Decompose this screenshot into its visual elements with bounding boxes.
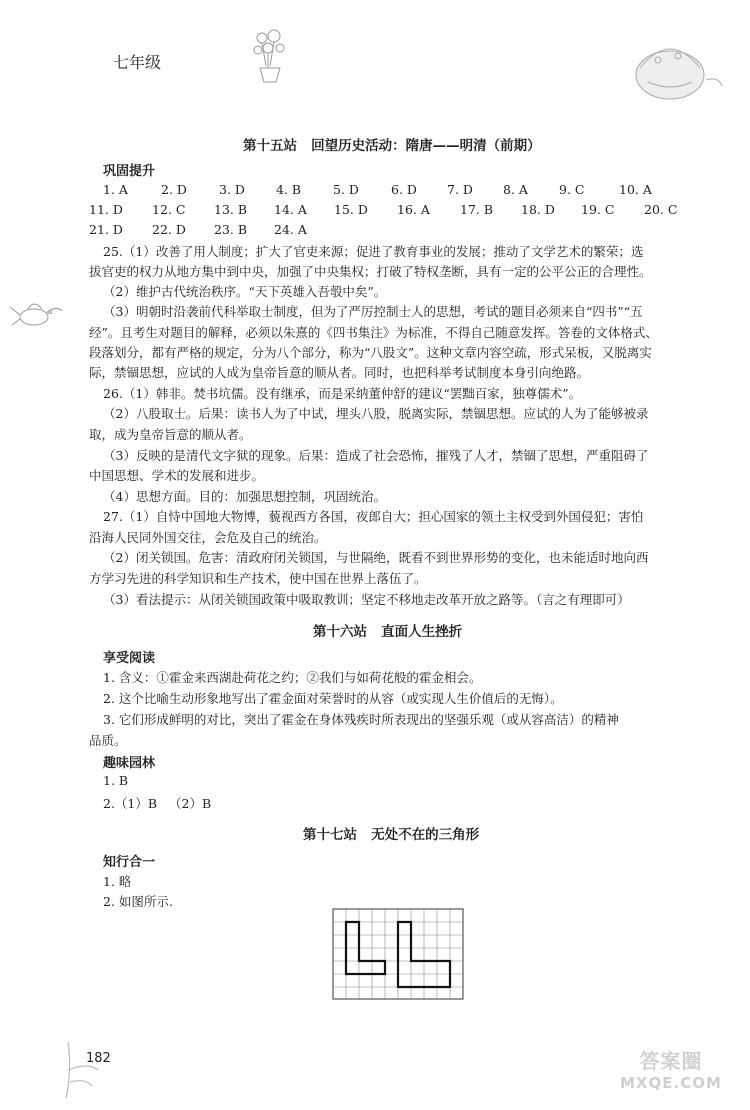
- answer-item: 15. D: [334, 202, 368, 217]
- answer-line: 1. 含义：①霍金来西湖赴荷花之约；②我们与如荷花般的霍金相会。: [103, 670, 482, 685]
- watermark-line1: 答案圈: [639, 1049, 703, 1073]
- answer-line: （2）维护古代统治秩序。“天下英雄入吾彀中矣”。: [103, 284, 387, 299]
- answer-item: 6. D: [391, 182, 417, 197]
- answer-line: 2. 这个比喻生动形象地写出了霍金面对荣誉时的从容（或实现人生价值后的无悔）。: [103, 691, 563, 706]
- answer-item: 11. D: [89, 202, 123, 217]
- answer-item: 8. A: [503, 182, 528, 197]
- answer-item: 12. C: [152, 202, 186, 217]
- answer-line: 26.（1）韩非。焚书坑儒。没有继承，而是采纳董仲舒的建议“罢黜百家，独尊儒术”。: [103, 386, 582, 401]
- answer-row-3: [89, 222, 689, 240]
- answer-line: 品质。: [89, 733, 127, 748]
- answer-line: （3）明朝时沿袭前代科举取士制度，但为了严厉控制士人的思想，考试的题目必须来自“四书”“五: [103, 304, 643, 319]
- answer-line: 1. 略: [103, 874, 132, 889]
- bird-decoration: [6, 295, 66, 335]
- answer-item: 20. C: [644, 202, 678, 217]
- answer-item: 2. D: [161, 182, 187, 197]
- answer-line: 中国思想、学术的发展和进步。: [89, 468, 265, 483]
- answer-line: 2.（1）B （2）B: [103, 796, 212, 811]
- answer-line: （2）闭关锁国。危害：清政府闭关锁国，与世隔绝，既看不到世界形势的变化，也未能适时地向西: [103, 550, 649, 565]
- sprig-decoration: [58, 1040, 108, 1100]
- answer-line: （3）反映的是清代文字狱的现象。后果：造成了社会恐怖，摧残了人才，禁锢了思想，严重阻碍了: [103, 448, 649, 463]
- answer-item: 7. D: [447, 182, 473, 197]
- answer-line: 2. 如图所示.: [103, 894, 173, 909]
- answer-item: 22. D: [152, 222, 186, 237]
- watermark: [620, 1050, 722, 1094]
- section16-subheading-reading: 享受阅读: [103, 651, 156, 666]
- answer-item: 17. B: [460, 202, 494, 217]
- watermark-line2: MXQE.COM: [620, 1074, 722, 1092]
- answer-item: 19. C: [581, 202, 615, 217]
- section15-title: 第十五站 回望历史活动：隋唐——明清（前期）: [243, 138, 541, 154]
- answer-line: 取，成为皇帝旨意的顺从者。: [89, 427, 252, 442]
- grid-figure: [332, 908, 464, 1000]
- answer-line: 段落划分，都有严格的规定，分为八个部分，称为“八股文”。这种文章内容空疏，形式呆板，又脱离实: [89, 345, 652, 360]
- answer-line: 3. 它们形成鲜明的对比，突出了霍金在身体残疾时所表现出的坚强乐观（或从容高洁）的精神: [103, 712, 619, 727]
- answer-item: 16. A: [397, 202, 430, 217]
- answer-line: 方学习先进的科学知识和生产技术，使中国在世界上落伍了。: [89, 571, 427, 586]
- answer-line: 1. B: [103, 773, 129, 788]
- basket-decoration: [618, 20, 728, 110]
- answer-item: 10. A: [619, 182, 652, 197]
- answer-item: 5. D: [333, 182, 359, 197]
- answer-line: （3）看法提示：从闭关锁国政策中吸取教训；坚定不移地走改革开放之路等。（言之有理即可）: [103, 592, 630, 607]
- answer-line: （4）思想方面。目的：加强思想控制，巩固统治。: [103, 489, 386, 504]
- answer-line: 25.（1）改善了用人制度；扩大了官吏来源；促进了教育事业的发展；推动了文学艺术的繁荣；选: [103, 244, 644, 259]
- answer-item: 13. B: [214, 202, 248, 217]
- answer-item: 23. B: [214, 222, 248, 237]
- answer-item: 1. A: [103, 182, 128, 197]
- answer-line: 沿海人民同外国交往，会危及自己的统治。: [89, 530, 327, 545]
- section16-subheading-garden: 趣味园林: [103, 756, 156, 771]
- answer-item: 9. C: [559, 182, 585, 197]
- section17-subheading: 知行合一: [103, 855, 156, 870]
- flower-pot-decoration: [252, 28, 288, 84]
- answer-item: 14. A: [274, 202, 307, 217]
- answer-item: 21. D: [89, 222, 123, 237]
- answer-line: 际，禁锢思想，应试的人成为皇帝旨意的顺从者。同时，也把科举考试制度本身引向绝路。: [89, 365, 590, 380]
- section16-title: 第十六站 直面人生挫折: [313, 624, 463, 640]
- page-number: 182: [86, 1051, 111, 1066]
- answer-item: 3. D: [219, 182, 245, 197]
- grade-label: 七年级: [113, 53, 162, 72]
- answer-item: 4. B: [276, 182, 302, 197]
- answer-item: 24. A: [274, 222, 307, 237]
- answer-line: 经”。且考生对题目的解释，必须以朱熹的《四书集注》为标准，不得自己随意发挥。答卷的文体格式、: [89, 325, 658, 340]
- answer-row-1: [89, 182, 689, 200]
- answer-row-2: [89, 202, 689, 220]
- answer-line: 27.（1）自恃中国地大物博，藐视西方各国，夜郎自大；担心国家的领土主权受到外国侵犯；害怕: [103, 509, 644, 524]
- section17-title: 第十七站 无处不在的三角形: [303, 827, 480, 843]
- answer-line: 拔官吏的权力从地方集中到中央，加强了中央集权；打破了特权垄断，具有一定的公平公正的合理性。: [89, 264, 652, 279]
- section15-subheading: 巩固提升: [103, 164, 156, 179]
- answer-item: 18. D: [521, 202, 555, 217]
- answer-line: （2）八股取士。后果：读书人为了中试，埋头八股，脱离实际，禁锢思想。应试的人为了能够被录: [103, 406, 649, 421]
